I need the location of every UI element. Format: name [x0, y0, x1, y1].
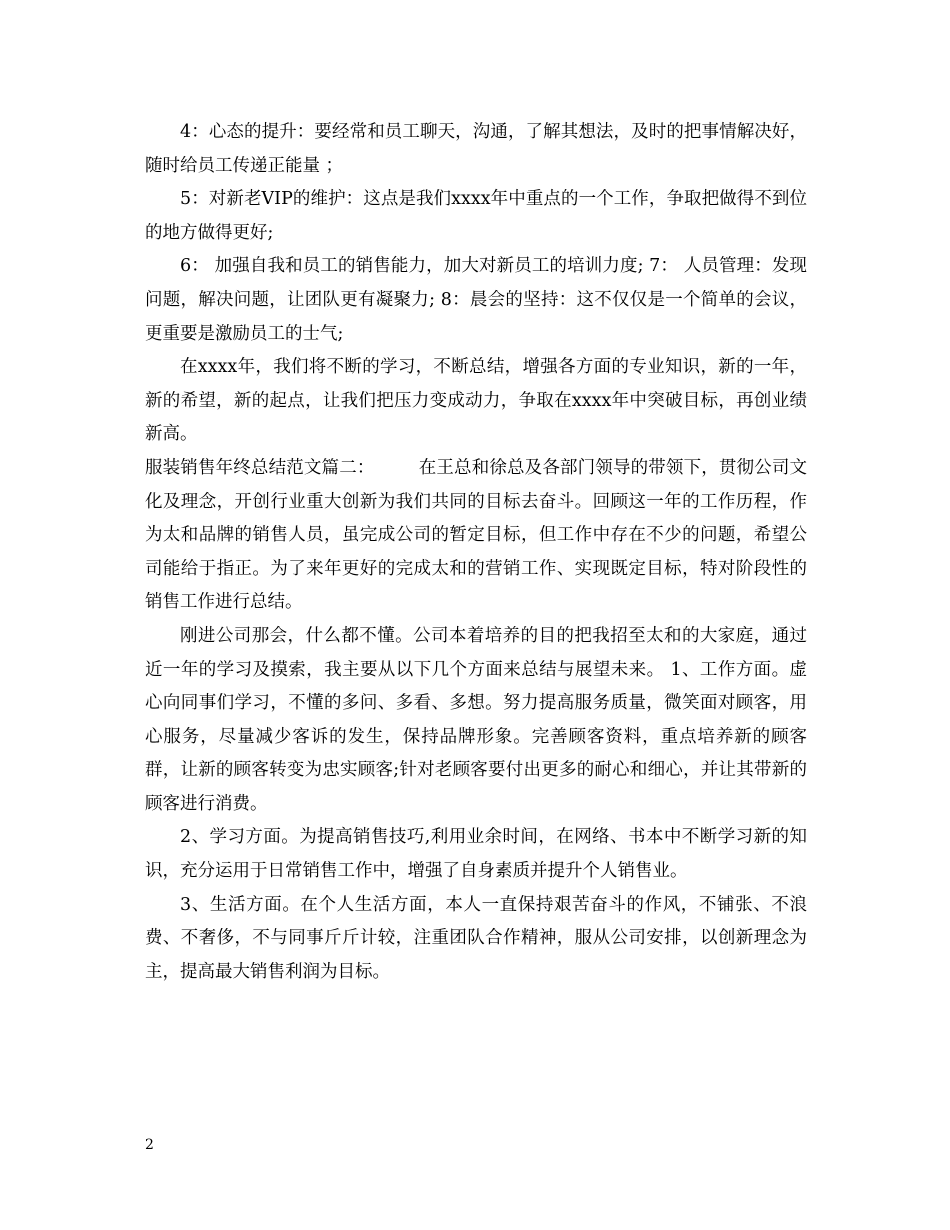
paragraph-1: 4：心态的提升：要经常和员工聊天，沟通，了解其想法，及时的把事情解决好，随时给员工传递正能量 ；: [145, 122, 807, 176]
paragraph-6: 刚进公司那会，什么都不懂。公司本着培养的目的把我招至太和的大家庭，通过近一年的学习及摸索，我主要从以下几个方面来总结与展望未来。 1、工作方面。虚心向同事们学习，不懂的多问、多看、多想。努力提高服务质量，微笑面对顾客，用心服务，尽量减少客诉的发生，保持品牌形象。完善顾客资料，重点培养新的顾客群，让新的顾客转变为忠实顾客;针对老顾客要付出更多的耐心和细心，并让其带新的顾客进行消费。: [145, 625, 807, 814]
paragraph-8: 3、生活方面。在个人生活方面，本人一直保持艰苦奋斗的作风，不铺张、不浪费、不奢侈，不与同事斤斤计较，注重团队合作精神，服从公司安排，以创新理念为主，提高最大销售利润为目标。: [145, 894, 807, 982]
document-body: [145, 116, 807, 989]
paragraph-5-section-heading: 服装销售年终总结范文篇二： 在王总和徐总及各部门领导的带领下，贯彻公司文化及理念，开创行业重大创新为我们共同的目标去奋斗。回顾这一年的工作历程，作为太和品牌的销售人员，虽完成公司的暂定目标，但工作中存在不少的问题，希望公司能给于指正。为了来年更好的完成太和的营销工作、实现既定目标，特对阶段性的销售工作进行总结。: [145, 457, 807, 613]
paragraph-7: 2、学习方面。为提高销售技巧,利用业余时间，在网络、书本中不断学习新的知识，充分运用于日常销售工作中，增强了自身素质并提升个人销售业。: [145, 827, 807, 882]
page-number: 2: [145, 1137, 154, 1153]
paragraph-3: 6： 加强自我和员工的销售能力，加大对新员工的培训力度; 7： 人员管理：发现问题，解决问题，让团队更有凝聚力; 8：晨会的坚持：这不仅仅是一个简单的会议，更重要是激励员工的士气;: [145, 256, 807, 344]
paragraph-2: 5：对新老VIP的维护：这点是我们xxxx年中重点的一个工作，争取把做得不到位的地方做得更好;: [145, 189, 807, 243]
paragraph-4: 在xxxx年，我们将不断的学习，不断总结，增强各方面的专业知识，新的一年，新的希望，新的起点，让我们把压力变成动力，争取在xxxx年中突破目标，再创业绩新高。: [145, 357, 807, 445]
